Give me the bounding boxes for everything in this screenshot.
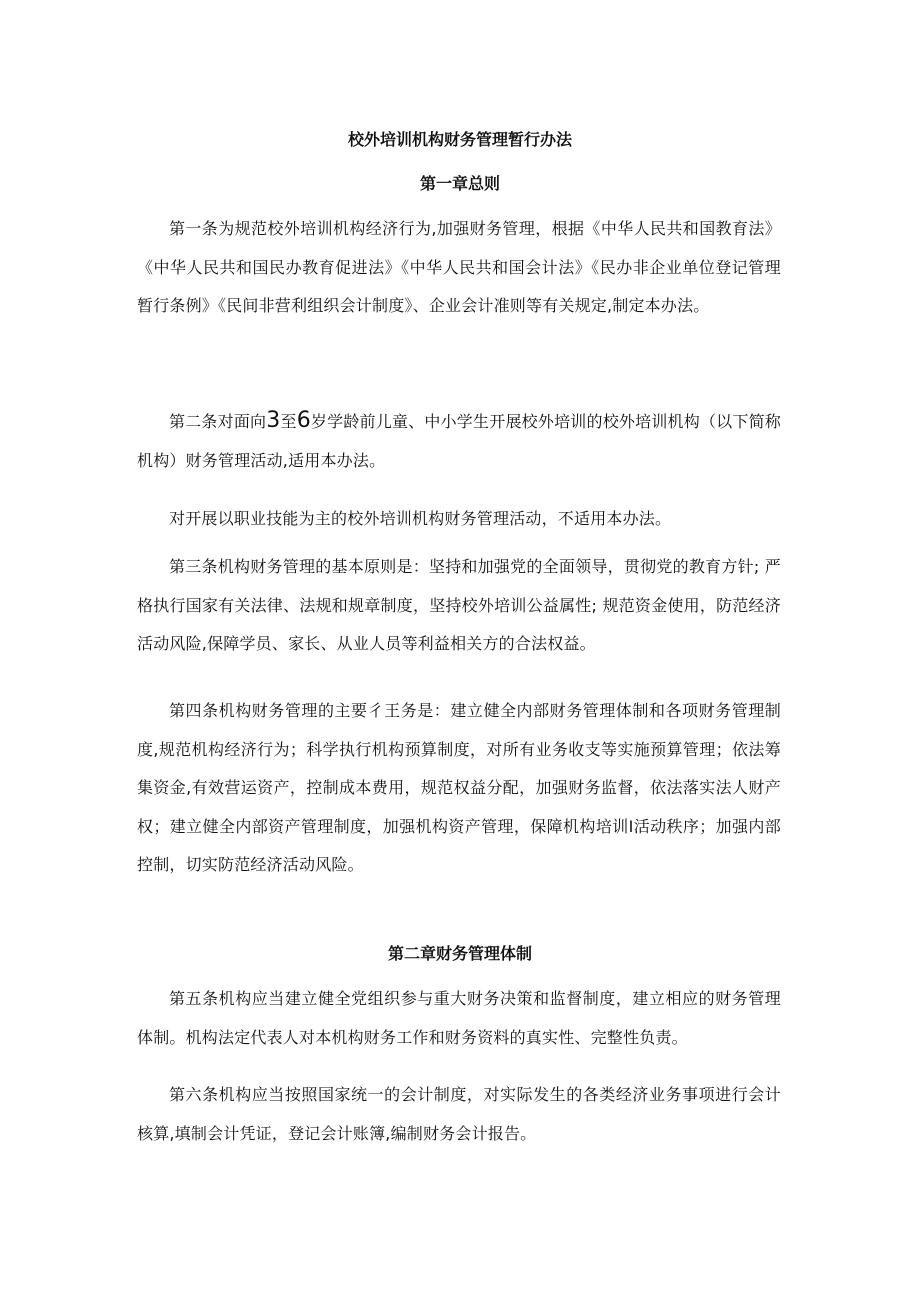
article-2-age-max: 6 xyxy=(296,408,311,433)
article-2-mid: 至 xyxy=(280,412,297,431)
article-2 xyxy=(137,403,781,480)
chapter-1-heading: 第一章总则 xyxy=(419,174,500,193)
article-4: 第四条机构财务管理的主要彳王务是：建立健全内部财务管理体制和各项财务管理制度,规范机构经济行为；科学执行机构预算制度，对所有业务收支等实施预算管理；依法筹集资金,有效营运资产，控制成本费用，规范权益分配，加强财务监督，依法落实法人财产权；建立健全内部资产管理制度，加强机构资产管理，保障机构培训Ⅰ活动秩序；加强内部控制，切实防范经济活动风险。 xyxy=(137,701,781,874)
article-2-suffix: 岁学龄前儿童、中小学生开展校外培训的校外培训机构（以下简称机构）财务管理活动,适用本办法。 xyxy=(137,412,782,470)
article-2-note: 对开展以职业技能为主的校外培训机构财务管理活动，不适用本办法。 xyxy=(169,509,672,528)
document-title: 校外培训机构财务管理暂行办法 xyxy=(347,130,572,149)
chapter-2-heading: 第二章财务管理体制 xyxy=(387,944,532,963)
article-5: 第五条机构应当建立健全党组织参与重大财务决策和监督制度，建立相应的财务管理体制。机构法定代表人对本机构财务工作和财务资料的真实性、完整性负责。 xyxy=(137,989,781,1047)
article-2-age-min: 3 xyxy=(266,408,281,433)
article-6: 第六条机构应当按照国家统一的会计制度，对实际发生的各类经济业务事项进行会计核算,填制会计凭证，登记会计账簿,编制财务会计报告。 xyxy=(137,1085,781,1143)
article-1: 第一条为规范校外培训机构经济行为,加强财务管理，根据《中华人民共和国教育法》《中华人民共和国民办教育促进法》《中华人民共和国会计法》《民办非企业单位登记管理暂行条例》《民间非营利组织会计制度》、企业会计准则等有关规定,制定本办法。 xyxy=(137,219,781,315)
article-3: 第三条机构财务管理的基本原则是：坚持和加强党的全面领导，贯彻党的教育方针; 严格执行国家有关法律、法规和规章制度，坚持校外培训公益属性; 规范资金使用，防范经济活动风险,保障学员、家长、从业人员等利益相关方的合法权益。 xyxy=(137,557,781,653)
article-2-prefix: 第二条对面向 xyxy=(169,412,267,431)
